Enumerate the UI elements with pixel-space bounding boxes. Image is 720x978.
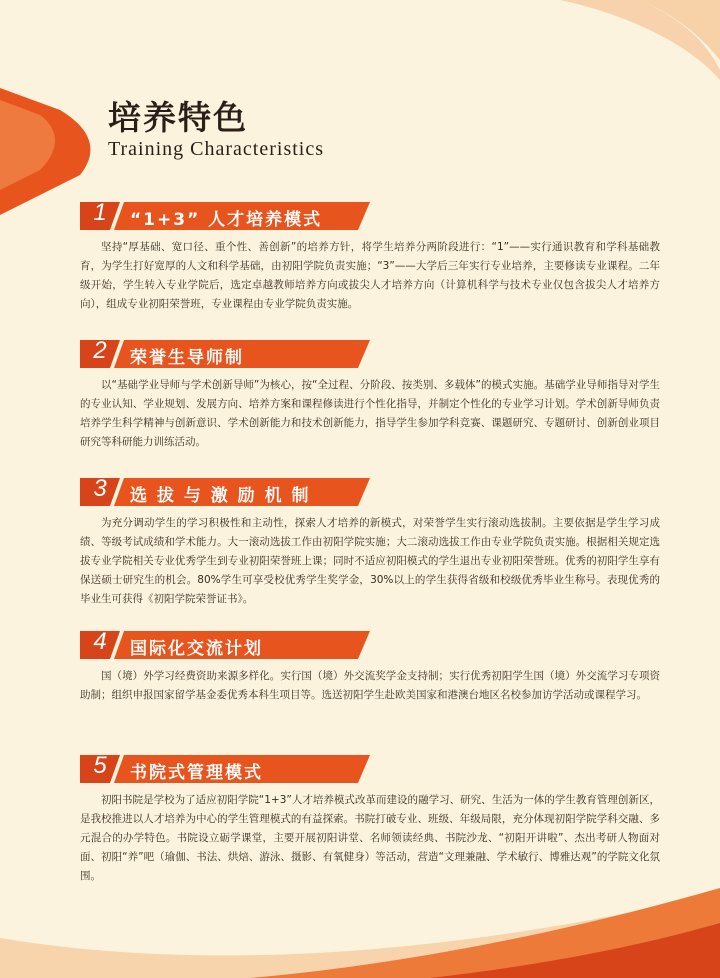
section-1 xyxy=(80,199,660,314)
section-number: 4 xyxy=(93,628,107,655)
section-banner xyxy=(80,475,370,506)
page-subtitle: Training Characteristics xyxy=(108,138,325,160)
section-body: 以“基础学业导师与学术创新导师”为核心，按“全过程、分阶段、按类别、多载体”的模式实施。基础学业导师指导对学生的专业认知、学业规划、发展方向、培养方案和课程修读进行个性化指导，并制定个性化的专业学习计划。学术创新导师负责培养学生科学精神与创新意识、学术创新能力和技术创新能力，指导学生参加学科竞赛、课题研究、专题研讨、创新创业项目研究等科研能力训练活动。 xyxy=(80,379,660,448)
section-banner xyxy=(80,199,370,230)
page-header xyxy=(108,98,324,161)
section-number: 3 xyxy=(93,475,107,502)
section-title: 荣誉生导师制 xyxy=(130,348,244,368)
section-number: 1 xyxy=(93,199,107,226)
section-title: 选 拔 与 激 励 机 制 xyxy=(130,486,311,506)
section-title: “1+3” 人才培养模式 xyxy=(130,210,323,230)
section-5 xyxy=(80,752,660,886)
section-banner xyxy=(80,628,370,659)
section-title: 国际化交流计划 xyxy=(130,639,263,659)
section-body: 坚持“厚基础、宽口径、重个性、善创新”的培养方针，将学生培养分两阶段进行：“1”——实行通识教育和学科基础教育，为学生打好宽厚的人文和科学基础，由初阳学院负责实施；“3”——大学后三年实行专业培养，主要修读专业课程。二年级开始，学生转入专业学院后，选定卓越教师培养方向或拔尖人才培养方向（计算机科学与技术专业仅包含拔尖人才培养方向），组成专业初阳荣誉班，专业课程由专业学院负责实施。 xyxy=(80,241,660,310)
section-number: 5 xyxy=(93,752,107,779)
section-3 xyxy=(80,475,660,609)
section-banner xyxy=(80,337,370,368)
section-title: 书院式管理模式 xyxy=(130,763,263,783)
section-number: 2 xyxy=(93,337,107,364)
section-2 xyxy=(80,337,660,452)
section-4 xyxy=(80,628,660,705)
page-title: 培养特色 xyxy=(108,98,248,137)
section-body: 国（境）外学习经费资助来源多样化。实行国（境）外交流奖学金支持制；实行优秀初阳学生国（境）外交流学习专项资助制；组织申报国家留学基金委优秀本科生项目等。选送初阳学生赴欧美国家和港澳台地区名校参加访学活动或课程学习。 xyxy=(80,670,660,701)
section-body: 为充分调动学生的学习积极性和主动性，探索人才培养的新模式，对荣誉学生实行滚动选拔制。主要依据是学生学习成绩、等级考试成绩和学术能力。大一滚动选拔工作由初阳学院实施；大二滚动选拔工作由专业学院负责实施。根据相关规定选拔专业学院相关专业优秀学生到专业初阳荣誉班上课；同时不适应初阳模式的学生退出专业初阳荣誉班。优秀的初阳学生享有保送硕士研究生的机会。80%学生可享受校优秀学生奖学金，30%以上的学生获得省级和校级优秀毕业生称号。表现优秀的毕业生可获得《初阳学院荣誉证书》。 xyxy=(80,517,660,605)
section-banner xyxy=(80,752,370,783)
section-body: 初阳书院是学校为了适应初阳学院“1+3”人才培养模式改革而建设的融学习、研究、生活为一体的学生教育管理创新区，是我校推进以人才培养为中心的学生管理模式的有益探索。书院打破专业、班级、年级局限，充分体现初阳学院学科交融、多元混合的办学特色。书院设立砺学课堂，主要开展初阳讲堂、名师领读经典、书院沙龙、“初阳开讲啦”、杰出考研人物面对面、初阳“养”吧（瑜伽、书法、烘焙、游泳、摄影、有氧健身）等活动，营造“文理兼融、学术敏行、博雅达观”的学院文化氛围。 xyxy=(80,794,660,882)
